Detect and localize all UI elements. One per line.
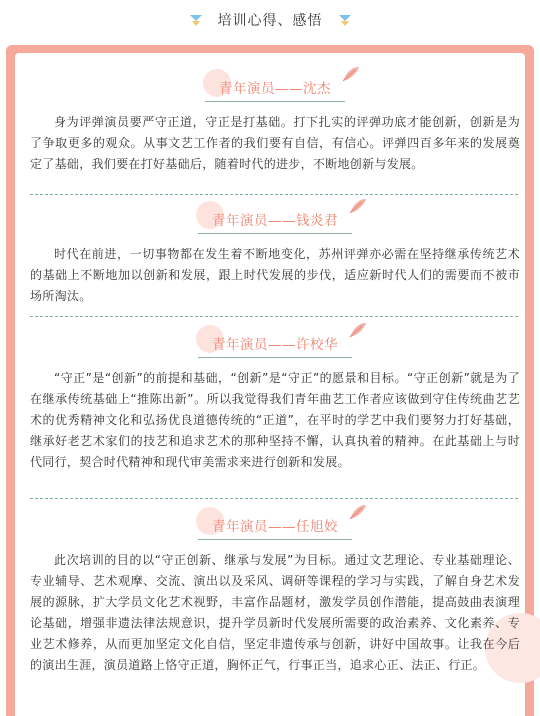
section-text: “守正”是“创新”的前提和基础，“创新”是“守正”的愿景和目标。“守正创新”就是为了在继承传统基础上“推陈出新”。所以我觉得我们青年曲艺工作者应该做到守住传统曲艺艺术的优秀精神文化和弘扬优良道德传统的“正道”，在平时的学艺中我们要努力打好基础，继承好老艺术家们的技艺和追求艺术的那种坚持不懈，认真执着的精神。在此基础上与时代同行，契合时代精神和现代审美需求来进行创新和发展。	[30, 371, 520, 469]
divider	[30, 316, 518, 317]
section-shen-jie	[30, 72, 520, 175]
feather-icon	[341, 65, 361, 87]
triangle-deco-icon-left	[188, 12, 204, 28]
section-header	[30, 328, 520, 362]
section-header	[30, 72, 520, 106]
section-xu-xiaohua	[30, 328, 520, 473]
divider	[30, 498, 518, 499]
feather-icon	[348, 197, 368, 219]
header	[0, 0, 540, 40]
triangle-deco-icon-right	[337, 12, 353, 28]
section-qian-yanjun	[30, 204, 520, 307]
header-title: 培训心得、感悟	[217, 13, 323, 29]
feather-icon	[348, 321, 368, 343]
section-title: 青年演员——任旭姣	[212, 518, 338, 535]
section-text: 时代在前进，一切事物都在发生着不断地变化，苏州评弹亦必需在坚持继承传统艺术的基础上不断地加以创新和发展，跟上时代发展的步伐，适应新时代人们的需要而不被市场所淘汰。	[30, 247, 520, 303]
section-title: 青年演员——许校华	[212, 336, 338, 353]
section-header	[30, 204, 520, 238]
divider	[30, 194, 518, 195]
feather-icon	[348, 503, 368, 525]
section-text: 身为评弹演员要严守正道，守正是打基础。打下扎实的评弹功底才能创新，创新是为了争取更多的观众。从事文艺工作者的我们要有自信，有信心。评弹四百多年来的发展奠定了基础，我们要在打好基础后，随着时代的进步，不断地创新与发展。	[30, 115, 520, 171]
section-header	[30, 510, 520, 544]
section-title: 青年演员——沈杰	[219, 80, 331, 97]
section-title: 青年演员——钱炎君	[212, 212, 338, 229]
section-text: 此次培训的目的以“守正创新、继承与发展”为目标。通过文艺理论、专业基础理论、专业辅导、艺术观摩、交流、演出以及采风、调研等课程的学习与实践，了解自身艺术发展的源脉，扩大学员文化艺术视野，丰富作品题材，激发学员创作潜能，提高鼓曲表演理论基础，增强非遗法律法规意识，提升学员新时代发展所需要的政治素养、文化素养、专业艺术修养，从而更加坚定文化自信，坚定非遗传承与创新，讲好中国故事。让我在今后的演出生涯，演员道路上恪守正道，胸怀正气，行事正当，追求心正、法正、行正。	[30, 553, 520, 672]
section-ren-xujiao	[30, 510, 520, 676]
